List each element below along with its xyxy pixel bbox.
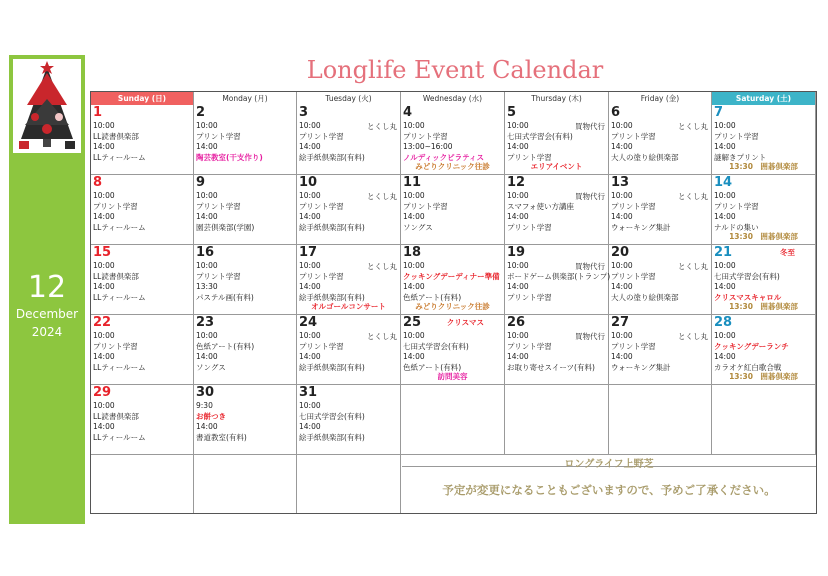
event-line: 14:00 bbox=[507, 142, 529, 151]
event-line: 10:00 bbox=[196, 121, 218, 130]
day-cell bbox=[712, 385, 816, 455]
blank-cell bbox=[297, 455, 401, 513]
event-line: 10:00 bbox=[299, 261, 321, 270]
event-line: 14:00 bbox=[93, 212, 115, 221]
day-number: 28 bbox=[714, 315, 733, 330]
day-number: 4 bbox=[403, 105, 413, 120]
day-cell bbox=[712, 175, 816, 245]
event-line: 14:00 bbox=[611, 212, 633, 221]
event-line: 10:00 bbox=[299, 401, 321, 410]
special-event: オルゴールコンサート bbox=[311, 302, 386, 311]
event-line: 14:00 bbox=[507, 352, 529, 361]
day-cell bbox=[91, 105, 194, 175]
day-cell bbox=[609, 245, 712, 315]
event-line: 絵手紙倶楽部(有料) bbox=[299, 222, 365, 232]
event-line: 10:00 bbox=[93, 401, 115, 410]
event-line: 14:00 bbox=[611, 352, 633, 361]
day-number: 24 bbox=[299, 315, 318, 330]
event-line: 10:00 bbox=[196, 261, 218, 270]
day-cell bbox=[712, 315, 816, 385]
day-number: 7 bbox=[714, 105, 724, 120]
event-line: 10:00 bbox=[93, 331, 115, 340]
event-line: 10:00 bbox=[403, 121, 425, 130]
tag-label: 買物代行 bbox=[575, 262, 605, 271]
event-line: 14:00 bbox=[196, 352, 218, 361]
day-number: 14 bbox=[714, 175, 733, 190]
event-line: 10:00 bbox=[714, 191, 736, 200]
event-line: 14:00 bbox=[196, 212, 218, 221]
day-number: 11 bbox=[403, 175, 422, 190]
tag-label: とくし丸 bbox=[367, 192, 397, 201]
event-line: 色紙アート(有料) bbox=[403, 292, 462, 302]
day-number: 16 bbox=[196, 245, 215, 260]
event-line: プリント学習 bbox=[403, 131, 448, 141]
day-number: 13 bbox=[611, 175, 630, 190]
event-line: LLティールーム bbox=[93, 432, 146, 442]
day-cell bbox=[297, 315, 401, 385]
day-number: 31 bbox=[299, 385, 318, 400]
day-cell bbox=[505, 385, 609, 455]
event-line: お餅つき bbox=[196, 411, 226, 421]
weekday-header: Saturday (土) bbox=[712, 92, 816, 105]
event-line: プリント学習 bbox=[299, 201, 344, 211]
event-line: プリント学習 bbox=[196, 201, 241, 211]
day-cell bbox=[401, 315, 505, 385]
event-line: 14:00 bbox=[196, 422, 218, 431]
event-line: 14:00 bbox=[403, 282, 425, 291]
event-line: 10:00 bbox=[611, 191, 633, 200]
event-line: 園芸倶楽部(学園) bbox=[196, 222, 255, 232]
event-line: 10:00 bbox=[507, 191, 529, 200]
event-line: 10:00 bbox=[714, 331, 736, 340]
event-line: ウォーキング集計 bbox=[611, 362, 671, 372]
event-line: プリント学習 bbox=[507, 292, 552, 302]
christmas-tree-illustration bbox=[13, 59, 81, 153]
special-event: 13:30 囲碁倶楽部 bbox=[729, 162, 798, 171]
event-line: 七田式学習会(有料) bbox=[299, 411, 365, 421]
event-line: パステル画(有料) bbox=[196, 292, 254, 302]
day-number: 25 bbox=[403, 315, 422, 330]
event-line: プリント学習 bbox=[611, 201, 656, 211]
event-line: LLティールーム bbox=[93, 362, 146, 372]
event-line: クッキングデーディナー準備 bbox=[403, 271, 500, 281]
day-cell bbox=[609, 315, 712, 385]
event-line: プリント学習 bbox=[403, 201, 448, 211]
event-line: 14:00 bbox=[299, 212, 321, 221]
event-line: ナルドの集い bbox=[714, 222, 759, 232]
event-line: 10:00 bbox=[403, 261, 425, 270]
month-name: December bbox=[15, 307, 79, 321]
event-line: 14:00 bbox=[299, 282, 321, 291]
event-line: 絵手紙倶楽部(有料) bbox=[299, 152, 365, 162]
event-line: 10:00 bbox=[299, 331, 321, 340]
event-line: 絵手紙倶楽部(有料) bbox=[299, 292, 365, 302]
day-number: 10 bbox=[299, 175, 318, 190]
event-line: 絵手紙倶楽部(有料) bbox=[299, 362, 365, 372]
blank-cell bbox=[91, 455, 194, 513]
event-line: 14:00 bbox=[299, 352, 321, 361]
event-line: 10:00 bbox=[196, 191, 218, 200]
tag-label: とくし丸 bbox=[367, 122, 397, 131]
event-line: 大人の塗り絵倶楽部 bbox=[611, 292, 679, 302]
day-cell bbox=[297, 105, 401, 175]
tag-label: 買物代行 bbox=[575, 192, 605, 201]
day-cell bbox=[297, 385, 401, 455]
day-cell bbox=[609, 385, 712, 455]
event-line: 10:00 bbox=[714, 121, 736, 130]
day-cell bbox=[505, 245, 609, 315]
day-number: 26 bbox=[507, 315, 526, 330]
event-line: 謎解きプリント bbox=[714, 152, 767, 162]
event-line: 14:00 bbox=[299, 422, 321, 431]
day-number: 20 bbox=[611, 245, 630, 260]
event-line: プリント学習 bbox=[714, 131, 759, 141]
event-line: 10:00 bbox=[507, 261, 529, 270]
event-line: 10:00 bbox=[611, 121, 633, 130]
tag-label: とくし丸 bbox=[678, 192, 708, 201]
day-number: 6 bbox=[611, 105, 621, 120]
event-line: ボードゲーム倶楽部(トランプ) bbox=[507, 271, 611, 281]
day-number: 8 bbox=[93, 175, 103, 190]
calendar-grid bbox=[90, 91, 817, 514]
day-cell bbox=[609, 175, 712, 245]
schedule-notice: 予定が変更になることもございますので、予めご了承ください。 bbox=[442, 483, 776, 497]
event-line: 10:00 bbox=[403, 191, 425, 200]
day-number: 1 bbox=[93, 105, 103, 120]
weekday-header: Monday (月) bbox=[194, 92, 297, 105]
event-line: 大人の塗り絵倶楽部 bbox=[611, 152, 679, 162]
weekday-header: Tuesday (火) bbox=[297, 92, 401, 105]
day-number: 23 bbox=[196, 315, 215, 330]
facility-name: ロングライフ上野芝 bbox=[564, 459, 654, 470]
day-cell bbox=[401, 245, 505, 315]
event-line: 10:00 bbox=[299, 121, 321, 130]
special-event: 13:30 囲碁倶楽部 bbox=[729, 232, 798, 241]
event-line: 14:00 bbox=[403, 352, 425, 361]
event-line: 七田式学習会(有料) bbox=[507, 131, 573, 141]
weekday-header: Sunday (日) bbox=[91, 92, 194, 105]
tag-label: とくし丸 bbox=[367, 332, 397, 341]
special-event: 13:30 囲碁倶楽部 bbox=[729, 372, 798, 381]
day-cell bbox=[194, 175, 297, 245]
event-line: 14:00 bbox=[714, 282, 736, 291]
month-number: 12 bbox=[27, 270, 67, 305]
special-event: エリアイベント bbox=[530, 162, 583, 171]
day-number: 27 bbox=[611, 315, 630, 330]
tag-label: とくし丸 bbox=[678, 122, 708, 131]
event-line: プリント学習 bbox=[507, 222, 552, 232]
day-number: 18 bbox=[403, 245, 422, 260]
event-line: LL読書倶楽部 bbox=[93, 271, 139, 281]
event-line: 14:00 bbox=[299, 142, 321, 151]
day-number: 15 bbox=[93, 245, 112, 260]
event-line: 13:30 bbox=[196, 282, 218, 291]
event-line: ノルディックピラティス bbox=[403, 152, 484, 162]
event-line: プリント学習 bbox=[93, 341, 138, 351]
event-line: 10:00 bbox=[93, 261, 115, 270]
event-line: 14:00 bbox=[93, 142, 115, 151]
event-line: 14:00 bbox=[93, 352, 115, 361]
event-line: プリント学習 bbox=[196, 131, 241, 141]
event-line: クリスマスキャロル bbox=[714, 292, 782, 302]
event-line: 14:00 bbox=[714, 212, 736, 221]
day-cell bbox=[297, 245, 401, 315]
event-line: 陶芸教室(干支作り) bbox=[196, 152, 263, 162]
event-line: 10:00 bbox=[299, 191, 321, 200]
event-line: お取り寄せスイーツ(有料) bbox=[507, 362, 595, 372]
event-line: クッキングデーランチ bbox=[714, 341, 789, 351]
event-line: プリント学習 bbox=[299, 341, 344, 351]
day-number: 29 bbox=[93, 385, 112, 400]
event-line: プリント学習 bbox=[611, 341, 656, 351]
tag-label: とくし丸 bbox=[367, 262, 397, 271]
day-number: 22 bbox=[93, 315, 112, 330]
day-cell bbox=[505, 315, 609, 385]
day-cell bbox=[609, 105, 712, 175]
special-event: みどりクリニック往診 bbox=[415, 162, 490, 171]
event-line: プリント学習 bbox=[507, 152, 552, 162]
event-line: プリント学習 bbox=[507, 341, 552, 351]
day-number: 3 bbox=[299, 105, 309, 120]
event-line: 14:00 bbox=[507, 212, 529, 221]
event-line: 14:00 bbox=[403, 212, 425, 221]
year: 2024 bbox=[31, 325, 63, 339]
calendar-title: Longlife Event Calendar bbox=[306, 56, 604, 84]
tag-label: 買物代行 bbox=[575, 332, 605, 341]
special-event: 13:30 囲碁倶楽部 bbox=[729, 302, 798, 311]
weekday-header: Friday (金) bbox=[609, 92, 712, 105]
event-line: 色紙アート(有料) bbox=[196, 341, 255, 351]
event-line: 七田式学習会(有料) bbox=[403, 341, 469, 351]
day-cell bbox=[194, 245, 297, 315]
day-number: 21 bbox=[714, 245, 733, 260]
event-line: 10:00 bbox=[714, 261, 736, 270]
event-line: プリント学習 bbox=[611, 271, 656, 281]
event-line: 9:30 bbox=[196, 401, 213, 410]
event-line: プリント学習 bbox=[196, 271, 241, 281]
event-line: 10:00 bbox=[93, 191, 115, 200]
day-number: 17 bbox=[299, 245, 318, 260]
special-event: みどりクリニック往診 bbox=[415, 302, 490, 311]
day-cell bbox=[91, 175, 194, 245]
day-number: 2 bbox=[196, 105, 206, 120]
event-line: ソングス bbox=[403, 222, 433, 232]
event-line: 書道教室(有料) bbox=[196, 432, 247, 442]
event-line: カラオケ紅白歌合戦 bbox=[714, 362, 782, 372]
day-number: 12 bbox=[507, 175, 526, 190]
event-line: 10:00 bbox=[93, 121, 115, 130]
tag-label: クリスマス bbox=[446, 318, 484, 327]
special-event: 訪問美容 bbox=[437, 372, 468, 381]
event-line: LLティールーム bbox=[93, 152, 146, 162]
event-line: プリント学習 bbox=[299, 271, 344, 281]
weekday-header: Thursday (木) bbox=[505, 92, 609, 105]
event-line: 色紙アート(有料) bbox=[403, 362, 462, 372]
event-line: ウォーキング集計 bbox=[611, 222, 671, 232]
day-cell bbox=[401, 175, 505, 245]
tag-label: とくし丸 bbox=[678, 262, 708, 271]
day-cell bbox=[505, 175, 609, 245]
event-line: 14:00 bbox=[611, 282, 633, 291]
event-line: 14:00 bbox=[93, 282, 115, 291]
event-line: プリント学習 bbox=[611, 131, 656, 141]
event-line: スマフォ使い方講座 bbox=[507, 201, 574, 211]
tag-label: 冬至 bbox=[780, 248, 795, 257]
event-line: 10:00 bbox=[611, 331, 633, 340]
event-line: 13:00~16:00 bbox=[403, 142, 453, 151]
event-line: プリント学習 bbox=[93, 201, 138, 211]
day-cell bbox=[401, 385, 505, 455]
day-cell bbox=[91, 315, 194, 385]
event-line: LL読書倶楽部 bbox=[93, 131, 139, 141]
event-line: 14:00 bbox=[714, 142, 736, 151]
event-line: 10:00 bbox=[611, 261, 633, 270]
event-line: 10:00 bbox=[507, 331, 529, 340]
day-number: 9 bbox=[196, 175, 206, 190]
event-line: ソングス bbox=[196, 362, 226, 372]
tag-label: とくし丸 bbox=[678, 332, 708, 341]
weekday-header: Wednesday (水) bbox=[401, 92, 505, 105]
event-line: 七田式学習会(有料) bbox=[714, 271, 780, 281]
event-line: 14:00 bbox=[196, 142, 218, 151]
day-number: 30 bbox=[196, 385, 215, 400]
day-cell bbox=[712, 105, 816, 175]
day-number: 19 bbox=[507, 245, 526, 260]
event-line: 10:00 bbox=[507, 121, 529, 130]
event-line: 絵手紙倶楽部(有料) bbox=[299, 432, 365, 442]
day-cell bbox=[91, 245, 194, 315]
tag-label: 買物代行 bbox=[575, 122, 605, 131]
event-line: プリント学習 bbox=[299, 131, 344, 141]
day-cell bbox=[91, 385, 194, 455]
day-cell bbox=[194, 315, 297, 385]
blank-cell bbox=[194, 455, 297, 513]
day-number: 5 bbox=[507, 105, 517, 120]
event-line: 14:00 bbox=[507, 282, 529, 291]
event-line: 14:00 bbox=[611, 142, 633, 151]
event-line: LLティールーム bbox=[93, 292, 146, 302]
event-line: 14:00 bbox=[93, 422, 115, 431]
event-line: 10:00 bbox=[196, 331, 218, 340]
day-cell bbox=[712, 245, 816, 315]
event-line: 10:00 bbox=[403, 331, 425, 340]
event-line: プリント学習 bbox=[714, 201, 759, 211]
event-line: LL読書倶楽部 bbox=[93, 411, 139, 421]
day-cell bbox=[297, 175, 401, 245]
event-line: 14:00 bbox=[714, 352, 736, 361]
day-cell bbox=[194, 105, 297, 175]
day-cell bbox=[401, 105, 505, 175]
day-cell bbox=[194, 385, 297, 455]
day-cell bbox=[505, 105, 609, 175]
event-line: LLティールーム bbox=[93, 222, 146, 232]
